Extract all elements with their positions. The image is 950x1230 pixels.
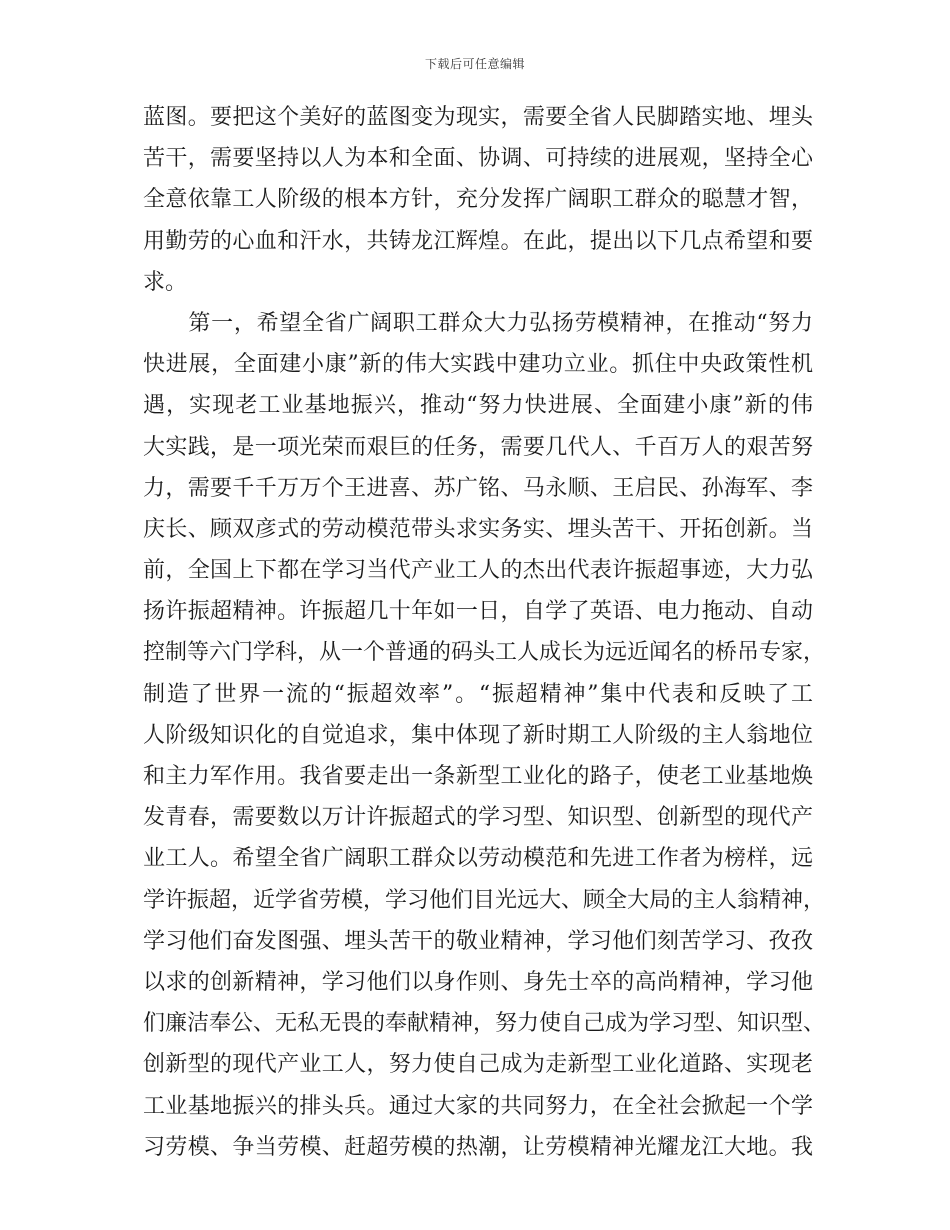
text-line: 第一，希望全省广阔职工群众大力弘扬劳模精神，在推动“努力 bbox=[143, 310, 813, 336]
text-line: 业工人。希望全省广阔职工群众以劳动模范和先进工作者为榜样，远 bbox=[143, 846, 813, 872]
text-line: 创新型的现代产业工人，努力使自己成为走新型工业化道路、实现老 bbox=[143, 1052, 813, 1078]
text-line: 以求的创新精神，学习他们以身作则、身先士卒的高尚精神，学习他 bbox=[143, 969, 813, 995]
text-line: 学习他们奋发图强、埋头苦干的敬业精神，学习他们刻苦学习、孜孜 bbox=[143, 928, 813, 954]
text-line: 全意依靠工人阶级的根本方针，充分发挥广阔职工群众的聪慧才智， bbox=[143, 187, 813, 213]
text-line: 力，需要千千万万个王进喜、苏广铭、马永顺、王启民、孙海军、李 bbox=[143, 475, 813, 501]
text-line: 苦干，需要坚持以人为本和全面、协调、可持续的进展观，坚持全心 bbox=[143, 146, 813, 172]
text-line: 习劳模、争当劳模、赶超劳模的热潮，让劳模精神光耀龙江大地。我 bbox=[143, 1134, 813, 1160]
text-line: 求。 bbox=[143, 269, 188, 295]
text-line: 遇，实现老工业基地振兴，推动“努力快进展、全面建小康”新的伟 bbox=[143, 393, 813, 419]
text-line: 扬许振超精神。许振超几十年如一日，自学了英语、电力拖动、自动 bbox=[143, 599, 813, 625]
document-body bbox=[143, 97, 826, 1168]
text-line: 和主力军作用。我省要走出一条新型工业化的路子，使老工业基地焕 bbox=[143, 764, 813, 789]
text-line: 庆长、顾双彦式的劳动模范带头求实务实、埋头苦干、开拓创新。当 bbox=[143, 516, 813, 542]
text-line: 大实践，是一项光荣而艰巨的任务，需要几代人、千百万人的艰苦努 bbox=[143, 434, 813, 460]
text-line: 人阶级知识化的自觉追求，集中体现了新时期工人阶级的主人翁地位 bbox=[143, 722, 813, 748]
text-line: 前，全国上下都在学习当代产业工人的杰出代表许振超事迹，大力弘 bbox=[143, 558, 813, 584]
text-line: 制造了世界一流的“振超效率”。“振超精神”集中代表和反映了工 bbox=[143, 681, 813, 707]
text-line: 控制等六门学科，从一个普通的码头工人成长为远近闻名的桥吊专家， bbox=[143, 640, 826, 666]
paragraph-2 bbox=[143, 303, 826, 1168]
text-line: 蓝图。要把这个美好的蓝图变为现实，需要全省人民脚踏实地、埋头 bbox=[143, 105, 813, 130]
text-line: 们廉洁奉公、无私无畏的奉献精神，努力使自己成为学习型、知识型、 bbox=[143, 1011, 826, 1037]
text-line: 工业基地振兴的排头兵。通过大家的共同努力，在全社会掀起一个学 bbox=[143, 1093, 813, 1119]
text-line: 发青春，需要数以万计许振超式的学习型、知识型、创新型的现代产 bbox=[143, 805, 813, 831]
text-line: 学许振超，近学省劳模，学习他们目光远大、顾全大局的主人翁精神， bbox=[143, 887, 826, 913]
text-line: 用勤劳的心血和汗水，共铸龙江辉煌。在此，提出以下几点希望和要 bbox=[143, 228, 813, 254]
header-note: 下载后可任意编辑 bbox=[424, 57, 525, 71]
paragraph-1 bbox=[143, 97, 813, 303]
text-line: 快进展，全面建小康”新的伟大实践中建功立业。抓住中央政策性机 bbox=[143, 352, 813, 378]
